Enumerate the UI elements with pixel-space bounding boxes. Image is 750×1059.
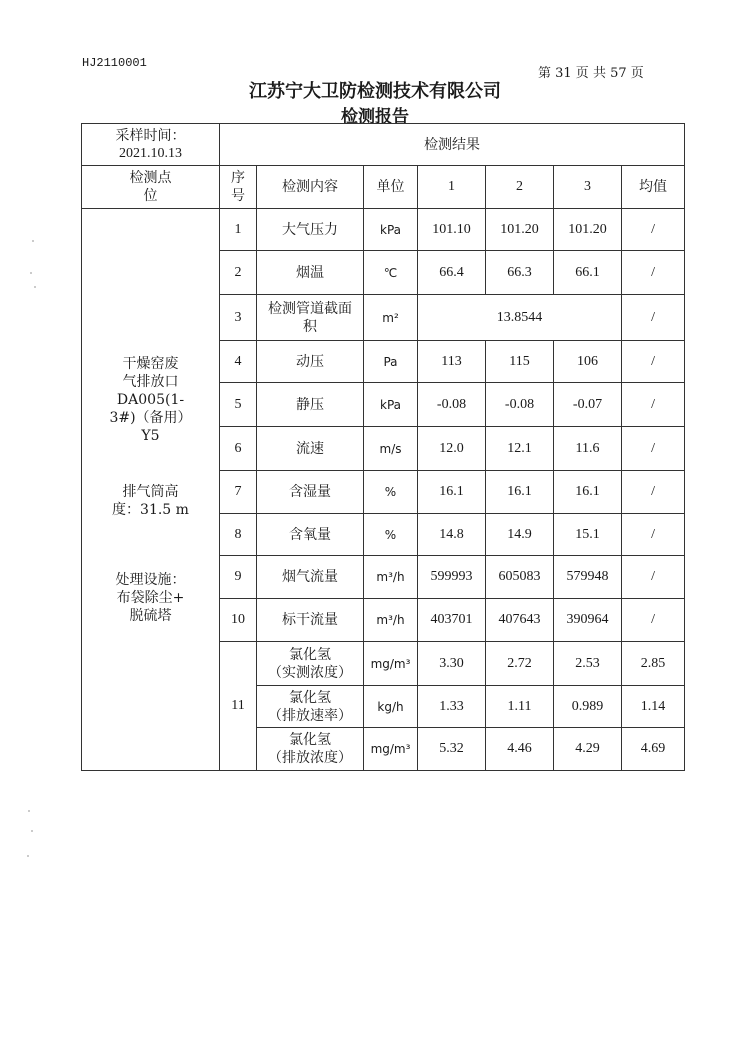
item-line: 氯化氢 xyxy=(289,646,331,663)
facility-line: 脱硫塔 xyxy=(129,607,172,624)
value-cell: 66.4 xyxy=(418,251,486,295)
stack-height-line: 排气筒高 xyxy=(122,483,179,500)
value-cell: 16.1 xyxy=(554,471,622,514)
item-cell: 标干流量 xyxy=(257,599,364,642)
value-cell: 403701 xyxy=(418,599,486,642)
location-name-line: 3#)（备用） xyxy=(109,409,192,426)
unit-cell: m³/h xyxy=(364,599,418,642)
facility-line: 处理设施： xyxy=(115,571,186,588)
avg-cell: / xyxy=(622,427,685,471)
value-cell: 2.72 xyxy=(486,642,554,686)
value-cell: 101.10 xyxy=(418,209,486,251)
sample-time-label: 采样时间： xyxy=(115,127,186,144)
unit-cell: mg/m³ xyxy=(364,642,418,686)
col-header-r2: 2 xyxy=(486,166,554,209)
value-cell: -0.08 xyxy=(486,383,554,427)
item-line: （排放浓度） xyxy=(268,750,352,766)
unit-cell: kg/h xyxy=(364,686,418,728)
item-cell: 流速 xyxy=(257,427,364,471)
avg-cell: / xyxy=(622,209,685,251)
item-cell: 烟温 xyxy=(257,251,364,295)
seq-cell: 5 xyxy=(220,383,257,427)
value-cell: 15.1 xyxy=(554,514,622,556)
unit-cell: m² xyxy=(364,295,418,341)
scan-speck xyxy=(31,830,33,832)
avg-cell: / xyxy=(622,295,685,341)
item-line: （排放速率） xyxy=(268,707,352,724)
table-row xyxy=(82,209,685,251)
value-cell: 579948 xyxy=(554,556,622,599)
location-name-line: DA005(1- xyxy=(116,391,185,408)
col-header-item: 检测内容 xyxy=(257,166,364,209)
item-line: （实测浓度） xyxy=(268,664,352,681)
value-cell: 11.6 xyxy=(554,427,622,471)
seq-cell: 6 xyxy=(220,427,257,471)
value-cell: 14.9 xyxy=(486,514,554,556)
value-cell: 66.1 xyxy=(554,251,622,295)
report-title: 检测报告 xyxy=(341,107,409,127)
location-cell xyxy=(82,209,220,771)
item-line: 氯化氢 xyxy=(289,689,331,706)
seq-cell: 4 xyxy=(220,341,257,383)
unit-cell: kPa xyxy=(364,209,418,251)
item-cell: 静压 xyxy=(257,383,364,427)
avg-cell: 4.69 xyxy=(622,728,685,771)
scan-speck xyxy=(27,855,29,857)
avg-cell: / xyxy=(622,599,685,642)
location-name-line: 干燥窑废 xyxy=(122,355,179,372)
unit-cell: % xyxy=(364,514,418,556)
item-cell xyxy=(257,686,364,728)
scan-speck xyxy=(32,240,34,242)
unit-cell: m/s xyxy=(364,427,418,471)
item-cell: 大气压力 xyxy=(257,209,364,251)
seq-cell: 11 xyxy=(220,642,257,771)
value-cell: 12.1 xyxy=(486,427,554,471)
result-header: 检测结果 xyxy=(220,124,685,166)
document-id: HJ2110001 xyxy=(82,56,147,70)
merged-value-cell: 13.8544 xyxy=(418,295,622,341)
scan-speck xyxy=(34,286,36,288)
page-number: 第 31 页 共 57 页 xyxy=(538,66,644,81)
seq-cell: 7 xyxy=(220,471,257,514)
scan-speck xyxy=(30,272,32,274)
item-cell: 动压 xyxy=(257,341,364,383)
value-cell: 2.53 xyxy=(554,642,622,686)
col-header-r3: 3 xyxy=(554,166,622,209)
avg-cell: / xyxy=(622,341,685,383)
col-header-r1: 1 xyxy=(418,166,486,209)
col-header-unit: 单位 xyxy=(364,166,418,209)
value-cell: 16.1 xyxy=(486,471,554,514)
value-cell: 4.29 xyxy=(554,728,622,771)
item-cell xyxy=(257,728,364,771)
avg-cell: / xyxy=(622,251,685,295)
item-line: 氯化氢 xyxy=(289,732,331,748)
value-cell: -0.08 xyxy=(418,383,486,427)
value-cell: 115 xyxy=(486,341,554,383)
value-cell: 5.32 xyxy=(418,728,486,771)
item-cell: 含氧量 xyxy=(257,514,364,556)
table-header-row-2 xyxy=(82,166,685,209)
col-header-point: 检测点位 xyxy=(82,166,220,209)
seq-cell: 1 xyxy=(220,209,257,251)
value-cell: 4.46 xyxy=(486,728,554,771)
value-cell: 1.11 xyxy=(486,686,554,728)
sample-date: 2021.10.13 xyxy=(119,145,182,161)
unit-cell: Pa xyxy=(364,341,418,383)
value-cell: 390964 xyxy=(554,599,622,642)
stack-height-line: 度：31.5 m xyxy=(112,501,189,518)
results-table xyxy=(81,123,685,771)
table-header-row-1 xyxy=(82,124,685,166)
avg-cell: / xyxy=(622,514,685,556)
company-name: 江苏宁大卫防检测技术有限公司 xyxy=(249,81,501,102)
avg-cell: / xyxy=(622,383,685,427)
value-cell: 605083 xyxy=(486,556,554,599)
avg-cell: 2.85 xyxy=(622,642,685,686)
scan-speck xyxy=(28,810,30,812)
unit-cell: ℃ xyxy=(364,251,418,295)
facility-line: 布袋除尘+ xyxy=(116,589,185,606)
value-cell: 101.20 xyxy=(554,209,622,251)
unit-cell: m³/h xyxy=(364,556,418,599)
seq-cell: 3 xyxy=(220,295,257,341)
value-cell: 113 xyxy=(418,341,486,383)
value-cell: 599993 xyxy=(418,556,486,599)
unit-cell: % xyxy=(364,471,418,514)
unit-cell: kPa xyxy=(364,383,418,427)
seq-cell: 2 xyxy=(220,251,257,295)
value-cell: 101.20 xyxy=(486,209,554,251)
value-cell: 0.989 xyxy=(554,686,622,728)
value-cell: 12.0 xyxy=(418,427,486,471)
item-cell: 含湿量 xyxy=(257,471,364,514)
value-cell: 66.3 xyxy=(486,251,554,295)
item-cell xyxy=(257,642,364,686)
seq-cell: 9 xyxy=(220,556,257,599)
value-cell: -0.07 xyxy=(554,383,622,427)
avg-cell: 1.14 xyxy=(622,686,685,728)
avg-cell: / xyxy=(622,471,685,514)
value-cell: 106 xyxy=(554,341,622,383)
item-cell: 检测管道截面积 xyxy=(257,295,364,341)
seq-cell: 8 xyxy=(220,514,257,556)
value-cell: 16.1 xyxy=(418,471,486,514)
col-header-avg: 均值 xyxy=(622,166,685,209)
value-cell: 14.8 xyxy=(418,514,486,556)
item-cell: 烟气流量 xyxy=(257,556,364,599)
location-name-line: Y5 xyxy=(141,427,160,444)
unit-cell: mg/m³ xyxy=(364,728,418,771)
seq-cell: 10 xyxy=(220,599,257,642)
value-cell: 407643 xyxy=(486,599,554,642)
value-cell: 1.33 xyxy=(418,686,486,728)
avg-cell: / xyxy=(622,556,685,599)
sample-time-cell xyxy=(82,124,220,166)
value-cell: 3.30 xyxy=(418,642,486,686)
col-header-seq: 序号 xyxy=(220,166,257,209)
location-name-line: 气排放口 xyxy=(122,373,179,390)
